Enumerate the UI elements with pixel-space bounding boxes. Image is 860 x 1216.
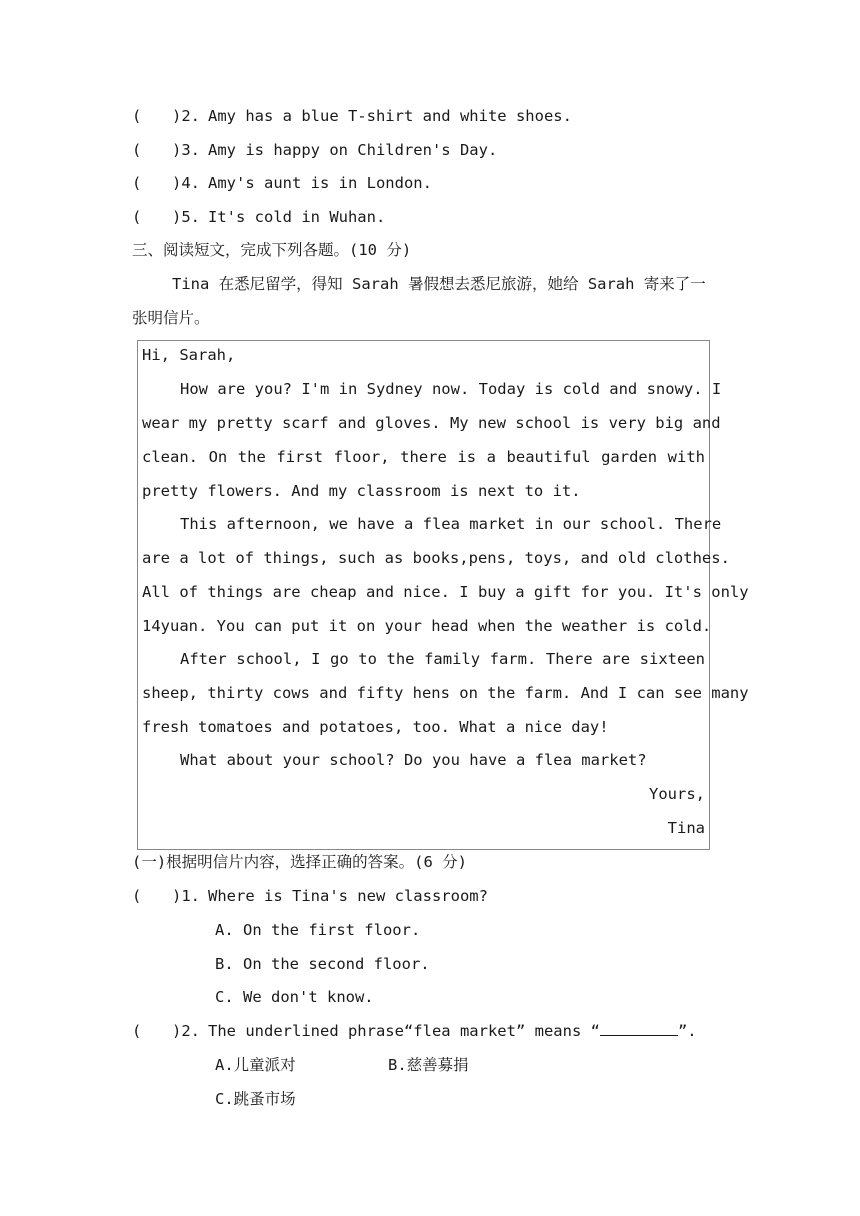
postcard-line: wear my pretty scarf and gloves. My new school is very big and [142,414,721,432]
item-number: )2. [172,1022,200,1040]
item-text: Amy's aunt is in London. [208,174,432,192]
postcard-line: pretty flowers. And my classroom is next to it. [142,482,581,500]
judge-item-2 [132,106,572,126]
item-number: )4. [172,174,200,192]
answer-blank[interactable] [600,1021,678,1036]
answer-paren[interactable]: ( [132,174,142,192]
postcard-line: What about your school? Do you have a flea market? [180,751,647,769]
intro-text-line-1: Tina 在悉尼留学，得知 Sarah 暑假想去悉尼旅游，她给 Sarah 寄来了一 [172,275,706,293]
item-number: )2. [172,107,200,125]
item-text: It's cold in Wuhan. [208,208,386,226]
judge-item-4 [132,173,432,193]
postcard-line: 14yuan. You can put it on your head when the weather is cold. [142,617,712,635]
question-text: Where is Tina's new classroom? [208,887,488,905]
section-heading: 三、阅读短文，完成下列各题。(10 分) [132,241,412,259]
postcard-closing: Yours, [649,785,705,803]
judge-item-3 [132,140,497,160]
item-number: )5. [172,208,200,226]
question-text: The underlined phrase“flea market” means “ [208,1022,600,1040]
item-number: )3. [172,141,200,159]
option-a: A. On the first floor. [215,921,421,939]
question-2 [132,1021,697,1041]
item-text: Amy is happy on Children's Day. [208,141,498,159]
question-1 [132,886,488,906]
postcard-line: fresh tomatoes and potatoes, too. What a nice day! [142,718,609,736]
item-text: Amy has a blue T-shirt and white shoes. [208,107,572,125]
question-text-end: ”. [677,1022,697,1040]
postcard-line: All of things are cheap and nice. I buy a gift for you. It's only [142,583,749,601]
answer-paren[interactable]: ( [132,141,142,159]
postcard-line: This afternoon, we have a flea market in our school. There [180,515,722,533]
postcard-line: are a lot of things, such as books,pens, toys, and old clothes. [142,549,730,567]
postcard-box [137,340,749,850]
option-c: C. We don't know. [215,988,374,1006]
option-b: B.慈善募捐 [388,1056,469,1074]
option-b: B. On the second floor. [215,955,430,973]
answer-paren[interactable]: ( [132,1022,142,1040]
postcard-line: sheep, thirty cows and fifty hens on the farm. And I can see many [142,684,749,702]
postcard-signature: Tina [667,819,705,837]
answer-paren[interactable]: ( [132,208,142,226]
judge-item-5 [132,207,385,227]
postcard-line: clean. On the first floor, there is a beautiful garden with [142,448,705,466]
option-c: C.跳蚤市场 [215,1090,296,1108]
postcard-greeting: Hi, Sarah, [142,346,236,364]
option-a: A.儿童派对 [215,1056,296,1074]
answer-paren[interactable]: ( [132,107,142,125]
part1-heading: (一)根据明信片内容，选择正确的答案。(6 分) [132,853,467,871]
postcard-line: After school, I go to the family farm. There are sixteen [180,650,705,668]
item-number: )1. [172,887,200,905]
answer-paren[interactable]: ( [132,887,142,905]
postcard-line: How are you? I'm in Sydney now. Today is cold and snowy. I [180,380,722,398]
intro-text-line-2: 张明信片。 [132,309,210,327]
